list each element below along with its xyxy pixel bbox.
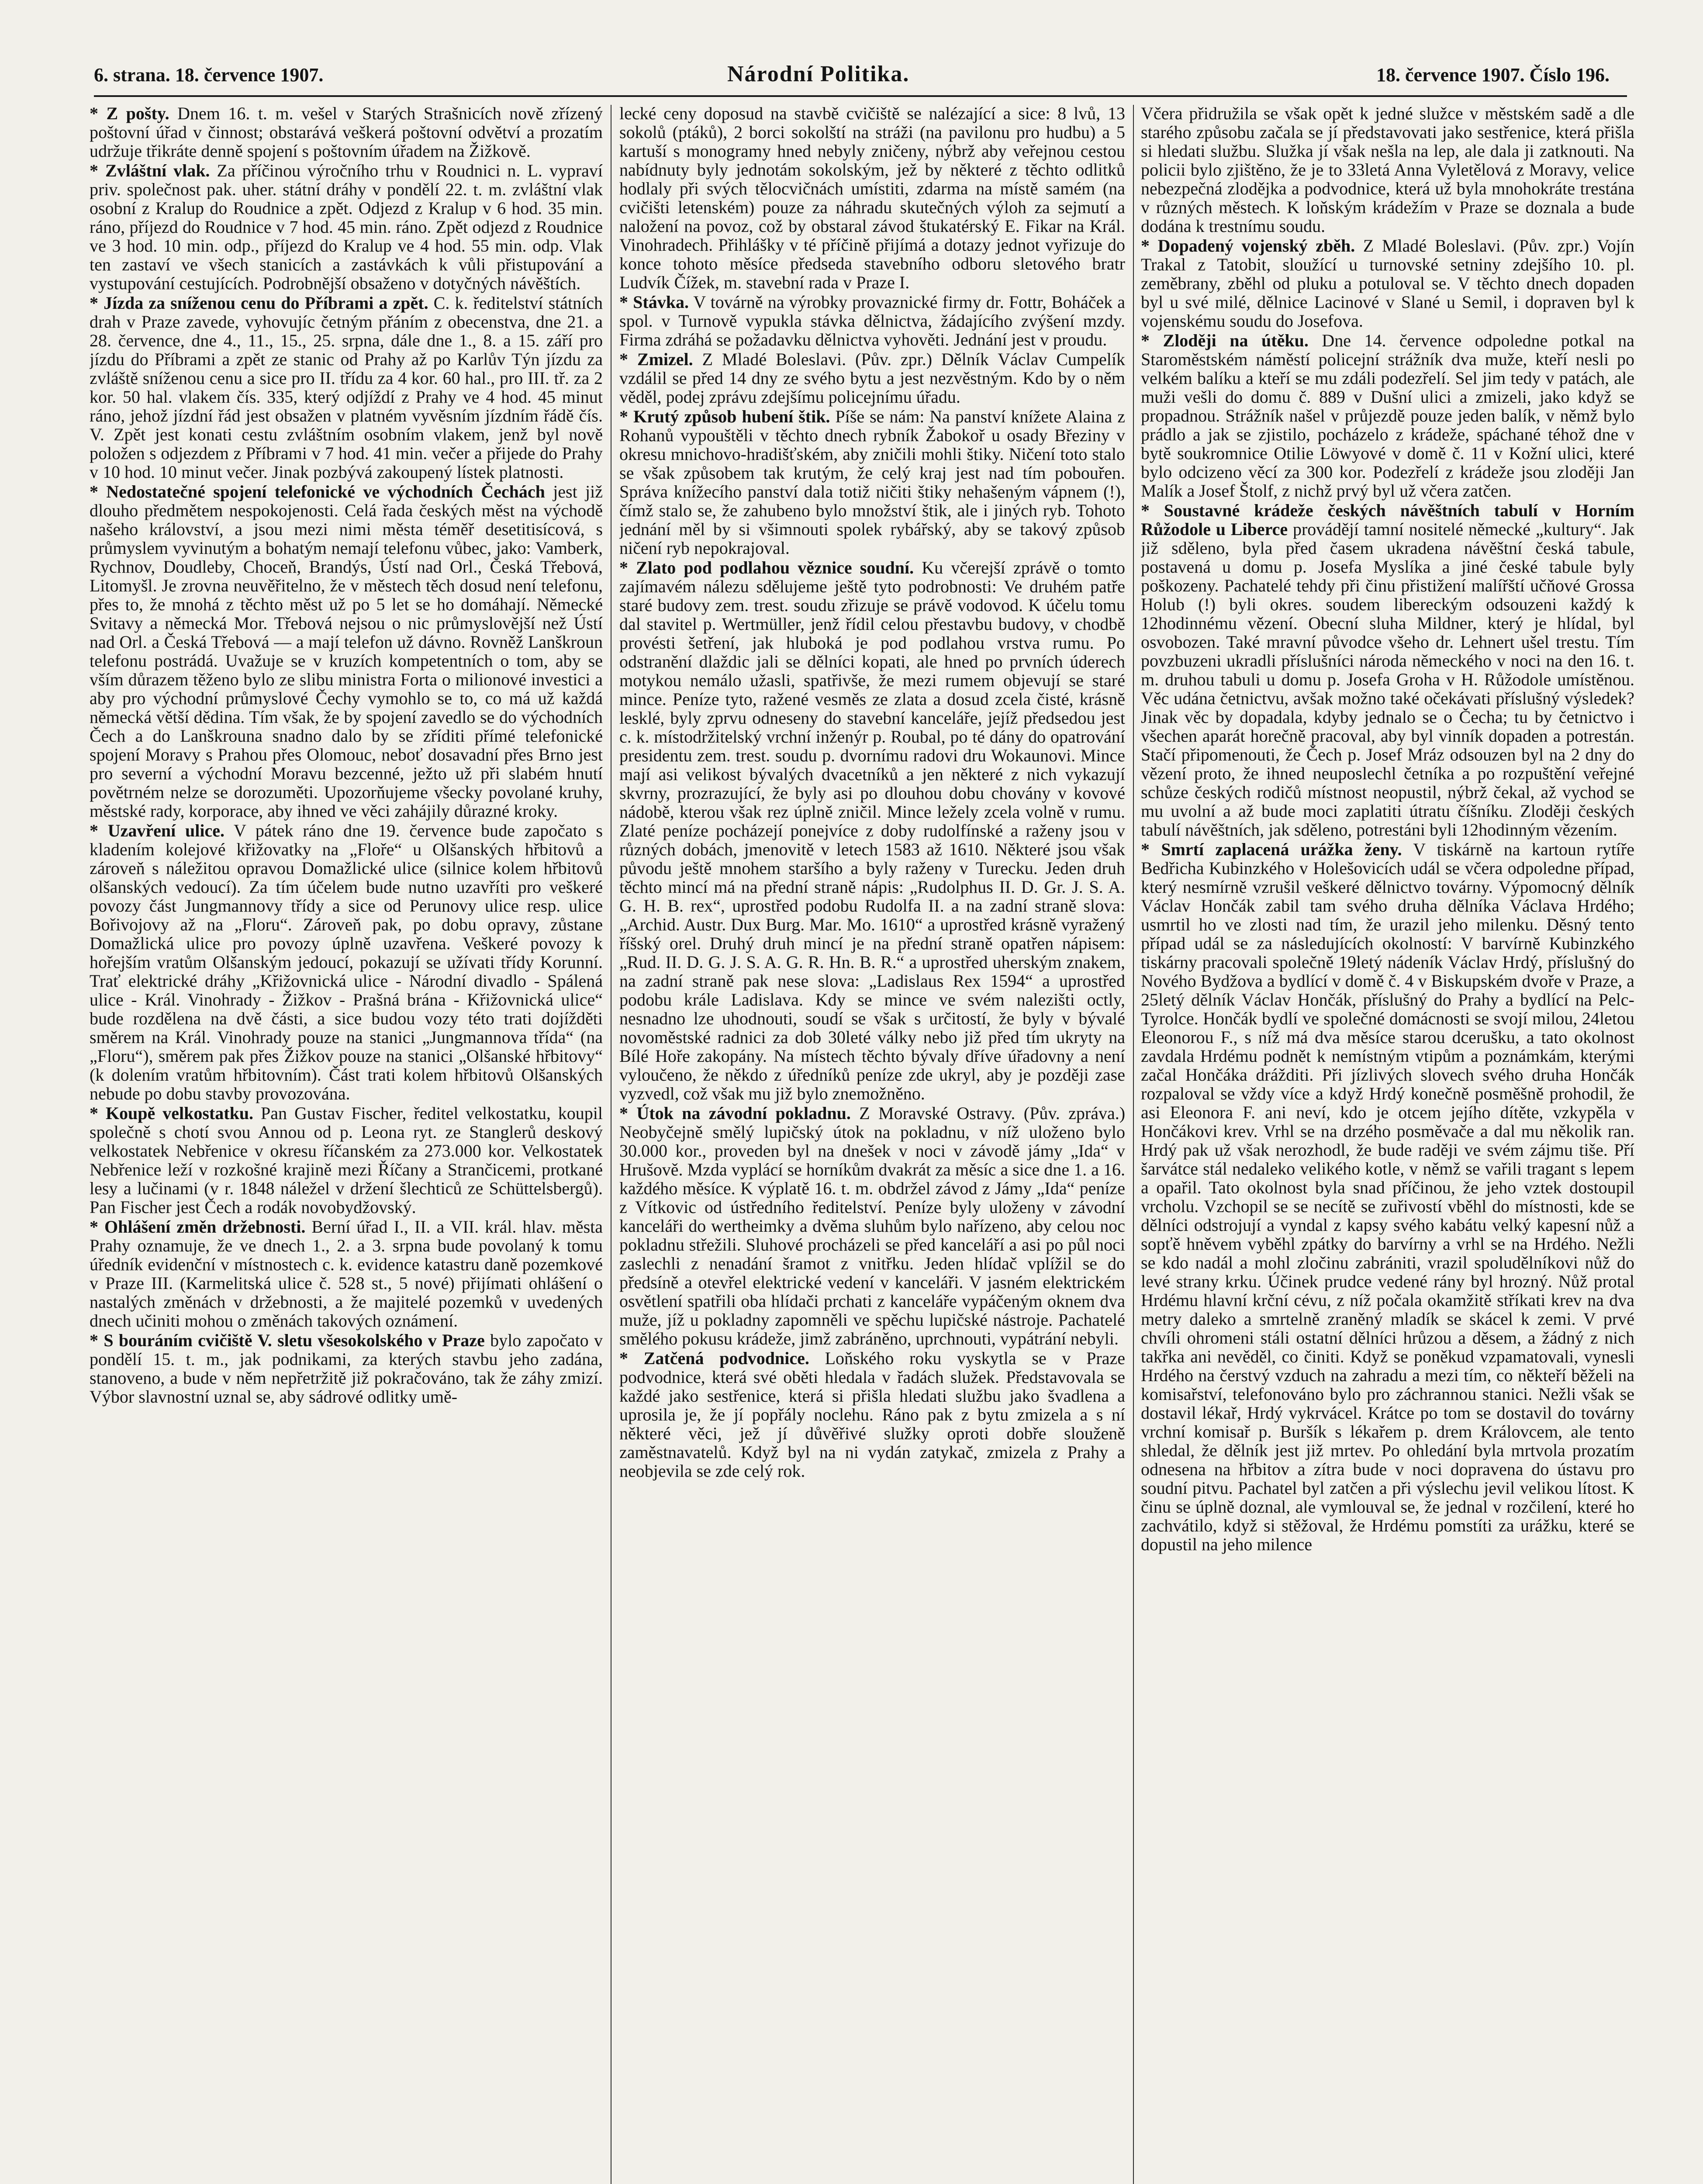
column-2 [619, 104, 1125, 2184]
news-item [619, 1104, 1125, 1348]
newspaper-masthead: Národní Politika. [727, 62, 910, 86]
news-item-heading: * Zvláštní vlak. [90, 161, 210, 180]
news-item [90, 482, 603, 820]
news-item-heading: * Jízda za sníženou cenu do Příbrami a zpět. [90, 293, 428, 313]
news-item-heading: * Soustavné krádeže českých návěštních tabulí v Horním Růžodole u Liberce [1141, 501, 1634, 539]
news-item-heading: * Útok na závodní pokladnu. [619, 1103, 851, 1123]
news-item-text: Z Mladé Boleslavi. (Pův. zpr.) Dělník Václav Cumpelík vzdálil se před 14 dny ze svého bytu a jest nezvěstným. Kdo by o něm věděl, podej zprávu zdejšímu policejnímu úřadu. [619, 349, 1125, 407]
news-item [90, 1331, 603, 1406]
news-item-text: Dnem 16. t. m. vešel v Starých Strašnicích nově zřízený poštovní úřad v činnost; obstarává veškerá poštovní odvětví a prozatím udržuje třikráte denně spojení s poštovním úřadem na Žižkově. [90, 104, 603, 161]
news-item [90, 1217, 603, 1330]
news-item-heading: * Z pošty. [90, 104, 169, 123]
news-item [90, 161, 603, 293]
news-item-text: Včera přidružila se však opět k jedné služce v městském sadě a dle starého způsobu začala se jí představovati jako sestřenice, která přišla si hledati službu. Služka jí však nešla na lep, ale dala ji zatknouti. Na policii bylo zjištěno, že je to 33letá Anna Vyletělová z Moravy, velice nebezpečná zlodějka a podvodnice, která už byla mnohokráte trestána v různých městech. K loňským krádežím v Praze se doznala a bude dodána k trestnímu soudu. [1141, 104, 1634, 236]
news-item-text: Ku včerejší zprávě o tomto zajímavém nálezu sdělujeme ještě tyto podrobnosti: Ve druhém patře staré budovy zem. trest. soudu zřizuje se právě vodovod. K účelu tomu dal stavitel p. Wertmüller, jenž řídil celou přestavbu budovy, v chodbě provésti šetření, jak hluboká je pod podlahou vrstva rumu. Po odstranění dlaždic jali se dělníci kopati, ale hned po prvních úderech motykou nemálo užasli, spatřivše, že mezi rumem objevují se staré mince. Peníze tyto, ražené vesměs ze zlata a dosud zcela čisté, krásně lesklé, byly zprvu odneseny do stavební kanceláře, jejíž předsedou jest c. k. místodržitelský vrchní inženýr p. Roubal, po té dány do opatrování presidentu zem. trest. soudu p. dvornímu radovi dru Wokaunovi. Mince mají asi velikost bývalých dvacetníků a jen některé z nich vykazují skvrny, prozrazující, že byly asi po dlouhou dobu chovány v kovové nádobě, kterou však rez úplně zničil. Mince ležely zcela volně v rumu. Zlaté peníze pocházejí ponejvíce z doby rudolfínské a raženy jsou v různých dobách, jmenovitě v letech 1583 až 1610. Některé jsou však původu ještě mnohem staršího a byly raženy v Turecku. Jeden druh těchto mincí má na přední straně nápis: „Rudolphus II. D. Gr. J. S. A. G. H. B. rex“, uprostřed podobu Rudolfa II. a na zadní straně slova: „Archid. Austr. Dux Burg. Mar. Mo. 1610“ a uprostřed krásně vyražený říšský orel. Druhý druh mincí je na přední straně opatřen nápisem: „Rud. II. D. G. J. S. A. G. R. Hn. B. R.“ a uprostřed uherským znakem, na zadní straně pak nese slova: „Ladislaus Rex 1594“ a uprostřed podobu krále Ladislava. Kdy se mince ve svém nalezišti octly, nesnadno lze uhodnouti, soudí se však s určitostí, že byly v bývalé novoměstské radnici za dob 30leté války nebo již před tím ukryty na Bílé Hoře zakopány. Na místech těchto bývaly dříve úřadovny a není vyloučeno, že někdo z úředníků peníze zde ukryl, aby je později zase vyzvedl, což však mu již bylo znemožněno. [619, 558, 1125, 1103]
news-item [1141, 501, 1634, 839]
column-divider [1133, 105, 1134, 2184]
news-item-text: V tiskárně na kartoun rytíře Bedřicha Kubinzkého v Holešovicích udál se včera odpoledne případ, který nesmírně vzrušil veškeré dělnictvo továrny. Výpomocný dělník Václav Hončák zabil tam svého druha dělníka Václava Hrdého; usmrtil ho ve zlosti nad tím, že urazil jeho milenku. Děsný tento případ udál se za následujících okolností: V barvírně Kubinzkého tiskárny pracovali společně 19letý nádeník Václav Hrdý, příslušný do Nového Bydžova a bydlící v domě č. 4 v Biskupském dvoře v Praze, a 25letý dělník Václav Hončák, příslušný do Prahy a bydlící na Pelc-Tyrolce. Hončák bydlí ve společné domácnosti se svojí milou, 24letou Eleonorou F., s níž má dva měsíce starou dcerušku, a tato okolnost zavdala Hrdému podnět k nemístným vtipům a poznámkám, kterými začal Hončáka drážditi. Při jízlivých slovech svého druha Hončák rozpaloval se vždy více a když Hrdý konečně posměšně prohodil, že asi Eleonora F. ani neví, kdo je otcem jejího dítěte, vzkypěla v Hončákovi krev. Vrhl se na drzého posměvače a dal mu několik ran. Hrdý pak už však nerozhodl, že bude raději ve svém zájmu tiše. Pří šarvátce stál nedaleko velikého kotle, v němž se vařili tragant s lepem a opařil. Tato okolnost byla snad příčinou, že jeho vztek dostoupil vrcholu. Vzchopil se se necítě se zuřivostí vběhl do místnosti, kde se dělníci odstrojují a vyndal z kapsy svého kabátu velký kapesní nůž a sopťě hněvem vyběhl zpátky do barvírny a vrhl se na Hrdého. Nežli se kdo nadál a mohl zločinu zabrániti, vrazil spoludělníkovi nůž do levé strany krku. Účinek prudce vedené rány byl hrozný. Nůž protal Hrdému hlavní krční cévu, z níž počala okamžitě stříkati krev na dva metry daleko a smrtelně zraněný mladík se skácel k zemi. V prvé chvíli ohromeni stáli ostatní dělníci hrůzou a děsem, a žádný z nich takřka ani nevěděl, co činiti. Když se poněkud vzpamatovali, vynesli Hrdého na čerstvý vzduch na zahradu a mezi tím, co někteří běželi na komisařství, telefonováno bylo pro záchrannou stanici. Nežli však se dostavil lékař, Hrdý vykrvácel. Krátce po tom se dostavil do továrny vrchní komisař p. Buršík s lékařem p. drem Královcem, ale tento shledal, že dělník jest již mrtev. Po ohledání byla mrtvola prozatím odnesena na hřbitov a zítra bude v noci dopravena do ústavu pro soudní pitvu. Pachatel byl zatčen a při výslechu jevil velikou lítost. K činu se úplně doznal, ale vymlouval se, že jednal v rozčilení, které ho zachvátilo, když si stěžoval, že Hrdému pomstíti za urážku, které se dopustil na jeho milence [1141, 840, 1634, 1554]
column-3 [1141, 104, 1634, 2184]
page-number-date: 6. strana. 18. července 1907. [94, 64, 324, 86]
news-item-heading: * S bouráním cvičiště V. sletu všesokolského v Praze [90, 1330, 485, 1350]
news-item-heading: * Nedostatečné spojení telefonické ve východních Čechách [90, 482, 545, 501]
page-header [94, 48, 1627, 97]
news-item-text: V továrně na výrobky provaznické firmy dr. Fottr, Boháček a spol. v Turnově vypukla stávka dělnictva, žádajícího zvýšení mzdy. Firma zdráhá se požadavku dělnictva vyhověti. Jednání jest v proudu. [619, 292, 1125, 349]
news-item-heading: * Stávka. [619, 292, 689, 312]
news-item-text: Z Moravské Ostravy. (Pův. zpráva.) Neobyčejně smělý lupičský útok na pokladnu, v níž uloženo bylo 30.000 kor., proveden byl na dnešek v noci v závodě jámy „Ida“ v Hrušově. Mzda vyplácí se horníkům dvakrát za měsíc a sice dne 1. a 16. každého měsíce. K výplatě 16. t. m. obdržel závod z Jámy „Ida“ peníze z Vítkovic od ústředního ředitelství. Peníze byly uloženy v závodní kanceláři do wertheimky a dvěma sluhům bylo nařízeno, aby celou noc pokladnu střežili. Sluhové procházeli se před kanceláří a asi po půl noci zaslechli z nenadání šramot z vnitřku. Jeden hlídač vplížil se do předsíně a otevřel elektrické vedení v kanceláři. V jasném elektrickém osvětlení spatřili oba hlídači prchati z kanceláře vypáčeným oknem dva muže, jíž u pokladny zapomněli ve spěchu lupičské nástroje. Pachatelé smělého pokusu krádeže, jimž zabráněno, uprchnouti, vypátrání nebyli. [619, 1103, 1125, 1348]
news-item-text: lecké ceny doposud na stavbě cvičiště se nalézající a sice: 8 lvů, 13 sokolů (ptáků), 2 borci sokolští na stráži (na pavilonu pro hudbu) a 5 kartuší s monogramy hned nebyly zničeny, nýbrž aby veřejnou cestou nabídnuty byly jednotám sokolským, jež by některé z těchto odlitků hodlaly při svých tělocvičnách umístiti, zdarma na místě samém (na cvičišti letenském) pouze za náhradu skutečných výloh za sejmutí a naložení na povoz, což by obstaral závod štukatérský E. Fikar na Král. Vinohradech. Přihlášky v té příčině přijímá a dotazy jednot vyřizuje do konce tohoto měsíce předseda stavebního odboru sletového bratr Ludvík Čížek, m. stavební rada v Praze I. [619, 104, 1125, 292]
news-item-text: jest již dlouho předmětem nespokojenosti. Celá řada českých měst na východě našeho království, a jsou mezi nimi města téměř desetitisícová, s průmyslem vyvinutým a bohatým nemají telefonu vůbec, jako: Vamberk, Rychnov, Doudleby, Choceň, Brandýs, Ústí nad Orl., Česká Třebová, Litomyšl. Je zrovna neuvěřitelno, že v městech těch dosud není telefonu, přes to, že mnohá z těchto měst už po 5 let se ho domáhají. Německé Svitavy a německá Mor. Třebová nejsou o nic průmyslovější než Ústí nad Orl. a Česká Třebová — a mají telefon už dávno. Rovněž Lanškroun telefonu postrádá. Uvažuje se v kruzích kompetentních o tom, aby se vším důrazem těženo bylo ze slibu ministra Forta o milionové investici a aby pro východní průmyslové Čechy vymohlo se to, co má už každá německá větší dědina. Tím však, že by spojení zavedlo se do východních Čech a do Lanškrouna snadno dalo by se zříditi přímé telefonické spojení Moravy s Prahou přes Olomouc, neboť dosavadní přes Brno jest pro severní a východní Moravu bezcenné, ježto už při slabém hnutí povětrném nelze se dorozuměti. Upozorňujeme všecky povolané kruhy, městské rady, korporace, aby ihned ve věci zahájily důrazné kroky. [90, 482, 603, 821]
news-item-heading: * Ohlášení změn držebnosti. [90, 1217, 306, 1237]
news-item-heading: * Krutý způsob hubení štik. [619, 407, 830, 426]
news-item [1141, 331, 1634, 500]
news-item [1141, 104, 1634, 235]
news-item-text: Loňského roku vyskytla se v Praze podvodnice, která své oběti hledala v řadách služek. Představovala se každé jako sestřenice, která si přišla hledati službu jako švadlena a uprosila je, že jí popřály noclehu. Ráno pak z bytu zmizela a s ní některé věci, jež jí důvěřivé služky oproti dobře slouženě zaměstnavatelů. Když byl na ni vydán zatykač, zmizela z Prahy a neobjevila se zde celý rok. [619, 1348, 1125, 1481]
news-item-heading: * Dopadený vojenský zběh. [1141, 236, 1355, 256]
news-item-text: Berní úřad I., II. a VII. král. hlav. města Prahy oznamuje, že ve dnech 1., 2. a 3. srpna bude povolaný k tomu úředník evidenční v místnostech c. k. evidence katastru daně pozemkové v Praze III. (Karmelitská ulice č. 528 st., 5 nové) přijímati ohlášení o nastalých změnách v držebnosti, a že majitelé pozemků v uvedených dnech učiniti mohou o změnách takových oznámení. [90, 1217, 603, 1330]
news-item [90, 1104, 603, 1216]
news-item-text: C. k. ředitelství státních drah v Praze zavede, vyhovujíc četným přáním z obecenstva, dne 21. a 28. července, dne 4., 11., 15., 25. srpna, dále dne 1., 8. a 15. září pro jízdu do Příbrami a zpět ze stanic od Prahy až po Karlův Týn jízdu za zvláště sníženou cenu a sice pro II. třídu za 4 kor. 60 hal., pro III. tř. za 2 kor. 50 hal. vlakem čís. 335, který odjíždí z Prahy ve 4 hod. 45 minut ráno, jehož jízdní řád jest obsažen v platném vyvěsním jízdním řádě čís. V. Zpět jest konati cestu zvláštním osobním vlakem, jenž byl nově položen s odjezdem z Příbrami v 7 hod. 41 min. večer a přijede do Prahy v 10 hod. 10 minut večer. Jinak pozbývá zakoupený lístek platnosti. [90, 293, 603, 482]
news-item-text: Pan Gustav Fischer, ředitel velkostatku, koupil společně s chotí svou Annou od p. Leona ryt. ze Stanglerů deskový velkostatek Nebřenice v okresu říčanském za 273.000 kor. Velkostatek Nebřenice leží v rozkošné krajině mezi Říčany a Strančicemi, protkané lesy a lučinami (v r. 1848 náležel v držení šlechticů ze Schüttelsbergů). Pan Fischer jest Čech a rodák novobydžovský. [90, 1103, 603, 1217]
news-item-text: Za příčinou výročního trhu v Roudnici n. L. vypraví priv. společnost pak. uher. státní dráhy v pondělí 22. t. m. zvláštní vlak osobní z Kralup do Roudnice a zpět. Odjezd z Kralup v 6 hod. 35 min. ráno, příjezd do Roudnice v 7 hod. 45 min. ráno. Zpět odjezd z Roudnice ve 3 hod. 10 min. odp., příjezd do Kralup ve 4 hod. 55 min. odp. Vlak ten zastaví ve všech stanicích a zastávkách k vůli přistupování a vystupování cestujících. Podrobnější obsaženo v dotyčných návěštích. [90, 161, 603, 293]
news-item [619, 407, 1125, 557]
news-item-heading: * Zlato pod podlahou věznice soudní. [619, 558, 914, 577]
news-item-heading: * Koupě velkostatku. [90, 1103, 254, 1123]
column-1 [90, 104, 603, 2184]
news-item-text: Píše se nám: Na panství knížete Alaina z Rohanů vypouštěli v těchto dnech rybník Žabokoř u osady Březiny v okresu mnichovo-hradišťském, aby zničili mohli štiky. Ničení toto stalo se však způsobem tak krutým, že celý kraj jest nad tím pobouřen. Správa knížecího panství dala totiž ničiti štiky nehašeným vápnem (!), čímž stalo se, že zahubeno bylo množství štik, ale i jiných ryb. Tohoto jednání měl by si všimnouti spolek rybářský, aby se takový způsob ničení ryb nepokrajoval. [619, 407, 1125, 558]
header-rule [94, 95, 1627, 97]
news-item-text: provádějí tamní nositelé německé „kultury“. Jak již sděleno, byla před časem ukradena návěštní česká tabule, postavená u domu p. Josefa Myslíka a jiné české tabule byly poškozeny. Pachatelé tehdy při činu přistižení malířští učňové Grossa Holub (!) byli okres. soudem libereckým odsouzeni každý k 12hodinnému vězení. Obecní sluha Mildner, který je hlídal, byl osvobozen. Také mravní původce všeho dr. Lehnert ušel trestu. Tím povzbuzeni ukradli příslušníci národa německého v noci na den 16. t. m. druhou tabuli u domu p. Josefa Groha v H. Růžodole umístěnou. Věc udána četnictvu, avšak možno také očekávati příslušný výsledek? Jinak věc by dopadala, kdyby jednalo se o Čecha; tu by četnictvo i všechen aparát horečně pracoval, aby byl vinník dopaden a potrestán. Stačí připomenouti, že Čech p. Josef Mráz odsouzen byl na 2 dny do vězení proto, že ihned neuposlechl četníka a po rozpuštění veřejné schůze českých rodičů místnost neopustil, nýbrž čekal, až vychod se mu uvolní a až bude moci zaplatiti útratu číšníku. Zloději českých tabulí návěštních, jak sděleno, potrestáni byli 12hodinným vězením. [1141, 519, 1634, 840]
news-item [1141, 840, 1634, 1554]
news-item-heading: * Zmizel. [619, 349, 693, 369]
news-item-text: V pátek ráno dne 19. července bude započato s kladením kolejové křižovatky na „Floře“ u Olšanských hřbitovů a zároveň s náležitou opravou Domažlické ulice (silnice kolem hřbitovů olšanských vedoucí). Za tím účelem bude nutno uzavříti pro veškeré povozy část Jungmannovy třídy a sice od Perunovy ulice resp. ulice Bořivojovy až na „Floru“. Zároveň pak, po dobu opravy, zůstane Domažlická ulice pro povozy úplně uzavřena. Veškeré povozy k hořejším vratům Olšanským jedoucí, pokazují se užívati třídy Korunní. Trať elektrické dráhy „Křižovnická ulice - Národní divadlo - Spálená ulice - Král. Vinohrady - Žižkov - Prašná brána - Křižovnická ulice“ bude rozdělena na dvě části, a sice budou vozy této trati dojížděti směrem na Král. Vinohrady pouze na stanici „Jungmannova třída“ (na „Floru“), směrem pak přes Žižkov pouze na stanici „Olšanské hřbitovy“ (k dolením vratům hřbitovním). Část trati kolem hřbitovů Olšanských nebude po dobu stavby provozována. [90, 821, 603, 1103]
news-item [619, 293, 1125, 349]
news-item [619, 1349, 1125, 1480]
news-item [619, 104, 1125, 292]
news-item [90, 821, 603, 1103]
news-item-heading: * Uzavření ulice. [90, 821, 225, 840]
news-item-heading: * Zloději na útěku. [1141, 331, 1309, 350]
news-item-heading: * Smrtí zaplacená urážka ženy. [1141, 840, 1402, 859]
news-item [90, 104, 603, 160]
news-item-text: Dne 14. července odpoledne potkal na Staroměstském náměstí policejní strážník dva muže, kteří nesli po velkém balíku a kteří se mu zdáli podezřelí. Sel jim tedy v patách, ale muži vešli do domu č. 889 v Dušní ulici a zmizeli, jako když se propadnou. Strážník našel v průjezdě pouze jeden balík, v němž bylo prádlo a jak se zjistilo, pocházelo z krádeže, spáchané téhož dne v bytě soukromnice Otilie Löwyové v domě č. 11 v Kožní ulici, které bylo odcizeno věcí za 300 kor. Podezřelí z krádeže jsou zloději Jan Malík a Josef Štolf, z nichž prvý byl už včera zatčen. [1141, 331, 1634, 501]
news-item [619, 350, 1125, 406]
news-item-text: bylo započato v pondělí 15. t. m., jak podnikami, za kterých stavbu jeho zadána, stanoveno, a bude v něm nepřetržitě již pokračováno, tak že záhy zmizí. Výbor slavnostní uznal se, aby sádrové odlitky umě- [90, 1330, 603, 1406]
news-item [619, 558, 1125, 1103]
news-item-heading: * Zatčená podvodnice. [619, 1348, 809, 1368]
news-item-text: Z Mladé Boleslavi. (Pův. zpr.) Vojín Trakal z Tatobit, sloužící u turnovské setniny zdejšího 10. pl. zeměbrany, zběhl od pluku a potuloval se. V těchto dnech dopaden byl u své milé, dělnice Lacinové v Slané u Semil, i dopraven byl k vojenskému soudu do Josefova. [1141, 236, 1634, 331]
issue-date-number: 18. července 1907. Číslo 196. [1376, 64, 1610, 86]
news-item [90, 294, 603, 481]
news-item [1141, 236, 1634, 330]
